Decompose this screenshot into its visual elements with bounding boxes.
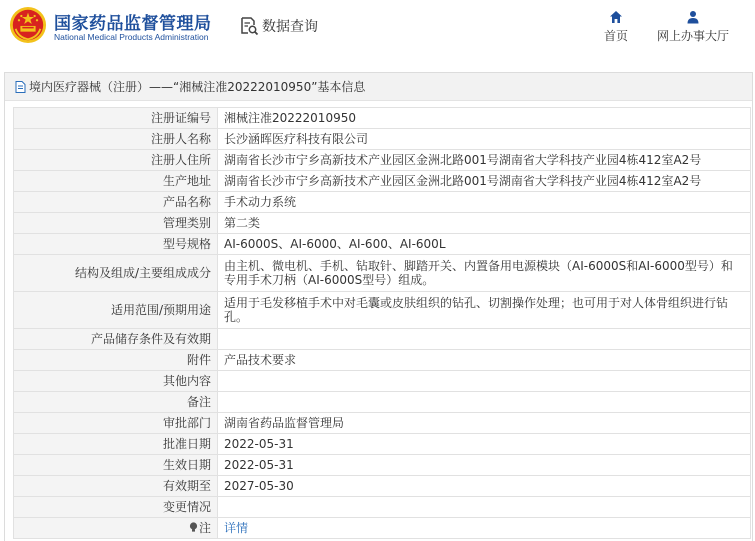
nav-home-label: 首页 [603,29,628,43]
site-title-en[interactable]: National Medical Products Administration [54,32,209,42]
table-row [14,392,751,413]
row-value: 由主机、微电机、手机、钻取针、脚踏开关、内置备用电源模块（AI-6000S和AI-6000型号）和专用手术刀柄（AI-6000S型号）组成。 [218,255,751,292]
row-value: 2027-05-30 [218,476,751,497]
row-value: AI-6000S、AI-6000、AI-600、AI-600L [218,234,751,255]
row-value [218,329,751,350]
row-value [218,392,751,413]
row-value: 第二类 [218,213,751,234]
row-label: 生产地址 [14,171,218,192]
home-icon [609,10,623,24]
site-title[interactable]: 国家药品监督管理局 [54,14,212,34]
table-row [14,292,751,329]
table-row [14,129,751,150]
table-row [14,455,751,476]
row-value: 湖南省长沙市宁乡高新技术产业园区金洲北路001号湖南省大学科技产业园4栋412室A2号 [218,171,751,192]
row-label: 注册人名称 [14,129,218,150]
table-row [14,476,751,497]
row-label: 批准日期 [14,434,218,455]
national-emblem-icon [9,6,47,44]
row-value: 湖南省长沙市宁乡高新技术产业园区金洲北路001号湖南省大学科技产业园4栋412室A2号 [218,150,751,171]
row-label: 备注 [14,392,218,413]
table-row [14,171,751,192]
table-row-note [14,518,751,539]
row-value: 产品技术要求 [218,350,751,371]
table-row [14,371,751,392]
row-label: 其他内容 [14,371,218,392]
table-row [14,213,751,234]
row-label: 生效日期 [14,455,218,476]
table-row [14,497,751,518]
nav-online-hall-label: 网上办事大厅 [656,29,729,43]
row-label: 产品储存条件及有效期 [14,329,218,350]
row-value: 2022-05-31 [218,455,751,476]
data-query-label: 数据查询 [262,19,318,35]
row-label: 结构及组成/主要组成成分 [14,255,218,292]
row-value: 适用于毛发移植手术中对毛囊或皮肤组织的钻孔、切割操作处理；也可用于对人体骨组织进行钻孔。 [218,292,751,329]
note-value-cell [218,518,751,539]
data-query-link[interactable] [239,15,318,37]
row-label: 审批部门 [14,413,218,434]
row-label: 适用范围/预期用途 [14,292,218,329]
breadcrumb-text: 境内医疗器械（注册）——“湘械注准20222010950”基本信息 [29,80,366,94]
user-icon [686,10,700,24]
row-label: 有效期至 [14,476,218,497]
row-label: 变更情况 [14,497,218,518]
table-row [14,350,751,371]
lightbulb-icon [189,522,198,533]
breadcrumb [5,73,752,101]
table-row [14,413,751,434]
row-label: 注册证编号 [14,108,218,129]
table-row [14,434,751,455]
row-label: 管理类别 [14,213,218,234]
details-link[interactable]: 详情 [224,521,249,535]
row-value: 湖南省药品监督管理局 [218,413,751,434]
document-icon [15,81,26,93]
detail-panel [4,72,753,541]
row-value [218,371,751,392]
table-row [14,329,751,350]
note-label-cell [14,518,218,539]
registration-info-table [13,107,751,539]
row-value: 长沙涵晖医疗科技有限公司 [218,129,751,150]
row-label: 注册人住所 [14,150,218,171]
row-value: 湘械注准20222010950 [218,108,751,129]
table-row [14,108,751,129]
nav-online-hall[interactable] [653,10,733,44]
site-header [0,0,755,64]
row-label: 型号规格 [14,234,218,255]
search-document-icon [239,16,259,36]
table-row [14,255,751,292]
table-row [14,192,751,213]
nav-home[interactable] [601,10,631,44]
note-label: 注 [198,521,211,535]
row-label: 附件 [14,350,218,371]
row-label: 产品名称 [14,192,218,213]
row-value [218,497,751,518]
table-row [14,234,751,255]
table-row [14,150,751,171]
row-value: 手术动力系统 [218,192,751,213]
row-value: 2022-05-31 [218,434,751,455]
